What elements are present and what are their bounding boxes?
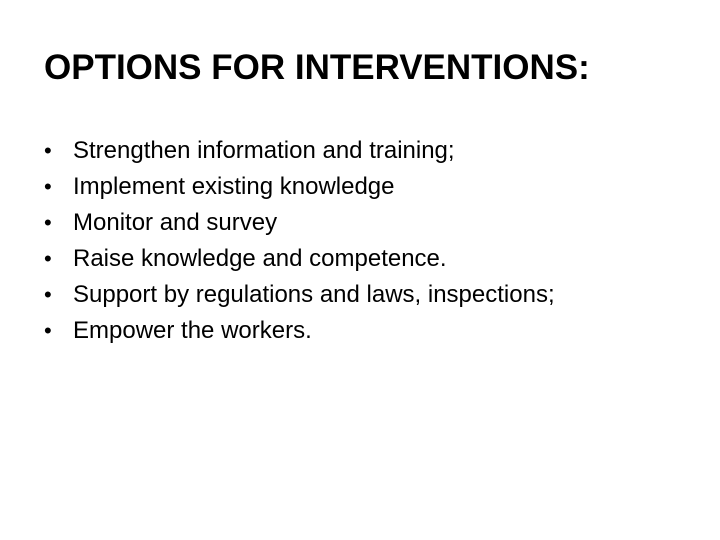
bullet-text: Implement existing knowledge bbox=[73, 173, 395, 200]
bullet-dot-icon: • bbox=[44, 246, 52, 271]
bullet-dot-icon: • bbox=[44, 138, 52, 163]
bullet-text: Empower the workers. bbox=[73, 317, 312, 344]
bullet-item bbox=[44, 241, 694, 277]
bullet-dot-icon: • bbox=[44, 282, 52, 307]
bullet-dot-icon: • bbox=[44, 318, 52, 343]
bullet-list bbox=[44, 133, 694, 349]
slide-title: OPTIONS FOR INTERVENTIONS: bbox=[44, 48, 590, 87]
bullet-item bbox=[44, 313, 694, 349]
bullet-text: Raise knowledge and competence. bbox=[73, 245, 447, 272]
bullet-item bbox=[44, 133, 694, 169]
bullet-item bbox=[44, 205, 694, 241]
bullet-text: Support by regulations and laws, inspections; bbox=[73, 281, 555, 308]
bullet-text: Monitor and survey bbox=[73, 209, 278, 236]
bullet-dot-icon: • bbox=[44, 210, 52, 235]
bullet-text: Strengthen information and training; bbox=[73, 137, 455, 164]
bullet-item bbox=[44, 169, 694, 205]
bullet-item bbox=[44, 277, 694, 313]
bullet-dot-icon: • bbox=[44, 174, 52, 199]
